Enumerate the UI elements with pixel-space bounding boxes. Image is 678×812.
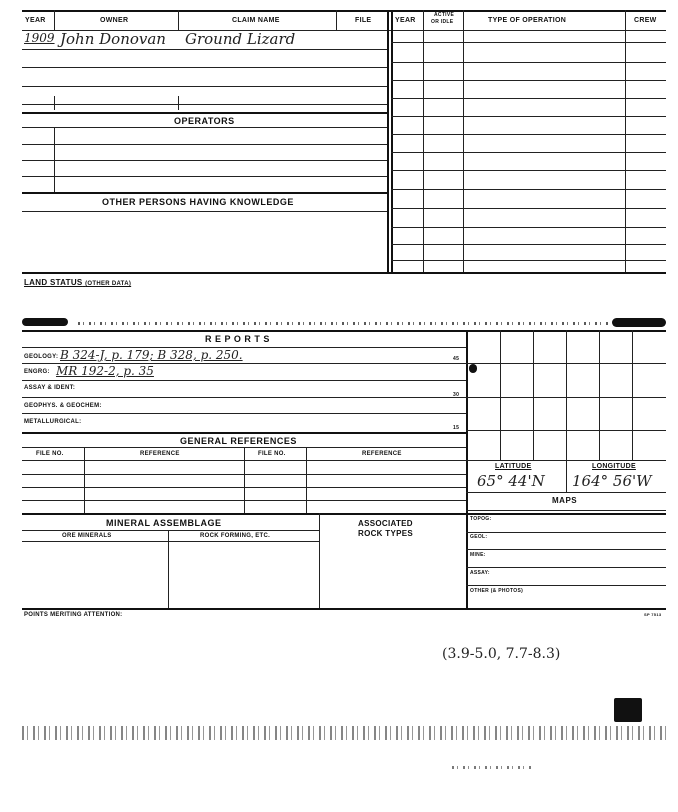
latitude-value: 65° 44'N: [477, 472, 545, 490]
other-persons-header: OTHER PERSONS HAVING KNOWLEDGE: [102, 197, 294, 207]
scan-noise-bottom: [22, 726, 666, 740]
associated-rock-types-top: ASSOCIATED: [358, 519, 413, 528]
geology-value: B 324-J, p. 179; B 328, p. 250.: [60, 348, 243, 362]
land-status-subtitle: (OTHER DATA): [85, 281, 132, 287]
reports-header: R E P O R T S: [205, 334, 270, 344]
points-meriting-attention: POINTS MERITING ATTENTION:: [24, 612, 123, 618]
operators-header: OPERATORS: [174, 116, 235, 126]
scan-noise-band: [78, 322, 608, 325]
col-active-bottom: OR IDLE: [431, 19, 454, 25]
map-item-other: OTHER (& PHOTOS): [470, 588, 524, 594]
gr-col-reference-1: REFERENCE: [140, 451, 180, 457]
col-year: YEAR: [25, 17, 46, 24]
scale-45: 45: [453, 356, 460, 362]
scan-noise-bottom-dots: [452, 766, 532, 769]
assay-label: ASSAY & IDENT:: [24, 385, 76, 391]
rock-forming-label: ROCK FORMING, ETC.: [200, 533, 271, 539]
geology-label: GEOLOGY:: [24, 354, 59, 360]
col-crew: CREW: [634, 17, 657, 24]
map-item-topog: TOPOG:: [470, 516, 492, 522]
map-item-geol: GEOL:: [470, 534, 488, 540]
latitude-label: LATITUDE: [495, 463, 532, 470]
geophys-label: GEOPHYS. & GEOCHEM:: [24, 403, 102, 409]
entry-owner: John Donovan: [60, 30, 166, 48]
col-claim-name: CLAIM NAME: [232, 17, 280, 24]
scale-30: 30: [453, 392, 460, 398]
engrg-value: MR 192-2, p. 35: [56, 364, 154, 378]
map-item-mine: MINE:: [470, 552, 486, 558]
col-owner: OWNER: [100, 17, 129, 24]
col-year-2: YEAR: [395, 17, 416, 24]
col-file: FILE: [355, 17, 372, 24]
col-active-top: ACTIVE: [434, 12, 455, 18]
associated-rock-types-bottom: ROCK TYPES: [358, 529, 414, 538]
maps-header: MAPS: [552, 496, 578, 505]
col-type-of-operation: TYPE OF OPERATION: [488, 17, 567, 24]
ore-minerals-label: ORE MINERALS: [62, 533, 112, 539]
entry-claim-name: Ground Lizard: [185, 30, 296, 48]
gr-col-reference-2: REFERENCE: [362, 451, 402, 457]
scan-mark-bottom-right: [614, 698, 642, 722]
map-item-assay: ASSAY:: [470, 570, 490, 576]
form-number: SP 7513: [644, 612, 662, 617]
scale-15: 15: [453, 425, 460, 431]
metallurgical-label: METALLURGICAL:: [24, 419, 82, 425]
land-status-label: [24, 278, 131, 287]
mineral-assemblage-header: MINERAL ASSEMBLAGE: [106, 518, 222, 528]
grid-ink-dot: [469, 364, 477, 373]
gr-col-file-no-2: FILE NO.: [258, 451, 286, 457]
scan-mark-left: [22, 318, 68, 326]
handwritten-annotation: (3.9-5.0, 7.7-8.3): [442, 646, 561, 662]
engrg-label: ENGRG:: [24, 369, 50, 375]
scan-mark-right: [612, 318, 666, 327]
general-references-header: GENERAL REFERENCES: [180, 436, 297, 446]
longitude-value: 164° 56'W: [572, 472, 652, 490]
gr-col-file-no-1: FILE NO.: [36, 451, 64, 457]
land-status-title: LAND STATUS: [24, 278, 83, 287]
longitude-label: LONGITUDE: [592, 463, 636, 470]
entry-year: 1909: [24, 31, 55, 45]
